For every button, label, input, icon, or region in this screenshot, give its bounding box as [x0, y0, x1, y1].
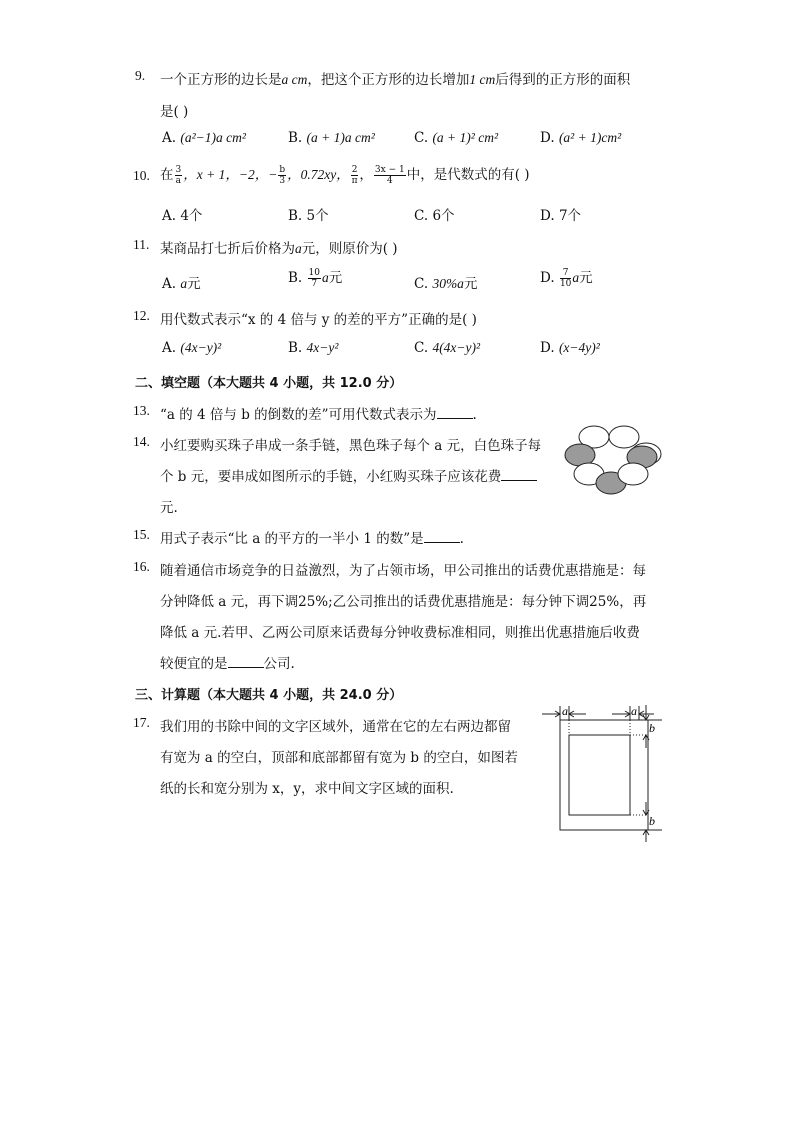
- fraction: [278, 165, 286, 186]
- denominator: 10: [559, 279, 572, 289]
- q9-option-c[interactable]: [414, 130, 498, 146]
- q15-end: .: [459, 531, 464, 547]
- numerator: b: [279, 165, 286, 175]
- option-label: B.: [288, 130, 303, 146]
- q15-stem: [160, 527, 464, 547]
- denominator: a: [175, 176, 182, 186]
- q10-number: 10.: [133, 168, 150, 183]
- option-label: B.: [288, 340, 303, 356]
- fraction: [374, 165, 406, 186]
- option-text: (4x−y)²: [180, 340, 222, 355]
- option-text: 5个: [306, 208, 329, 224]
- fraction: [175, 165, 183, 186]
- label-b-top: b: [649, 721, 655, 735]
- option-text: 7个: [558, 208, 582, 224]
- bead-white: [609, 426, 639, 448]
- q9-number: 9.: [135, 68, 146, 83]
- q14-line2-text: 个 b 元，要串成如图所示的手链，小红购买珠子应该花费: [160, 469, 502, 485]
- outer-page: [560, 720, 648, 830]
- option-unit: 元: [187, 276, 201, 292]
- q11-var: a: [295, 241, 302, 256]
- q10-sep: ，: [359, 167, 373, 183]
- q10-stem: [160, 163, 530, 187]
- q14-line3: 元.: [160, 500, 178, 516]
- answer-blank[interactable]: [424, 530, 460, 543]
- label-b-bottom: b: [649, 814, 655, 828]
- numerator: 3: [175, 165, 182, 175]
- fraction: [308, 268, 321, 289]
- option-label: D.: [540, 208, 555, 224]
- q9-text-3: 后得到的正方形的面积: [495, 72, 631, 88]
- q10-option-b[interactable]: [288, 204, 329, 224]
- q9-option-b[interactable]: [288, 130, 375, 146]
- denominator: π: [351, 176, 358, 186]
- q10-terms: ，x + 1，−2，−: [183, 167, 278, 182]
- q17-line3: 纸的长和宽分别为 x，y，求中间文字区域的面积.: [160, 781, 454, 797]
- option-unit: 元: [328, 270, 343, 286]
- numerator: 10: [308, 268, 320, 278]
- q13-text: “a 的 4 倍与 b 的倒数的差”可用代数式表示为: [160, 407, 437, 423]
- denominator: 7: [311, 279, 318, 289]
- section-heading-calculation: 三、计算题（本大题共 4 小题，共 24.0 分）: [135, 688, 403, 703]
- q11-number: 11.: [133, 237, 150, 252]
- option-label: C.: [414, 276, 429, 292]
- q12-number: 12.: [133, 308, 150, 323]
- q13-end: .: [472, 407, 477, 423]
- q16-line2: 分钟降低 a 元，再下调25%;乙公司推出的话费优惠措施是：每分钟下调25%，再: [160, 594, 647, 610]
- q11-text-2: 元，则原价为( ): [301, 241, 398, 257]
- option-unit: 元: [579, 270, 593, 286]
- q10-option-c[interactable]: [414, 204, 455, 224]
- q11-option-d[interactable]: [540, 266, 593, 290]
- q15-number: 15.: [133, 527, 150, 542]
- q17-line1: 我们用的书除中间的文字区域外，通常在它的左右两边都留: [160, 719, 511, 735]
- page-margin-figure: [538, 702, 668, 844]
- q17-line2: 有宽为 a 的空白，顶部和底部都留有宽为 b 的空白，如图若: [160, 750, 518, 766]
- q10-option-d[interactable]: [540, 204, 581, 224]
- q9-one-cm: 1 cm: [469, 72, 496, 87]
- q16-line4-pre: 较便宜的是: [160, 656, 228, 672]
- option-text: (a²−1)a cm²: [180, 130, 246, 145]
- q10-terms: ，0.72xy，: [287, 167, 350, 182]
- option-text: (a + 1)a cm²: [306, 130, 375, 145]
- q11-option-a[interactable]: [162, 272, 201, 292]
- option-text: 4(4x−y)²: [432, 340, 481, 355]
- numerator: 3x − 1: [374, 165, 405, 175]
- option-var: a: [321, 270, 329, 285]
- answer-blank[interactable]: [228, 655, 264, 668]
- numerator: 2: [351, 165, 358, 175]
- q12-option-d[interactable]: [540, 340, 600, 356]
- q11-option-c[interactable]: [414, 272, 477, 292]
- option-label: D.: [540, 340, 555, 356]
- denominator: 3: [279, 176, 286, 186]
- q9-option-a[interactable]: [162, 130, 246, 146]
- answer-blank[interactable]: [501, 468, 537, 481]
- q17-number: 17.: [133, 715, 150, 730]
- q9-stem: [160, 68, 630, 88]
- answer-blank[interactable]: [437, 406, 473, 419]
- option-text: 4个: [180, 208, 203, 224]
- bead-white: [618, 463, 648, 485]
- q11-stem: [160, 237, 398, 257]
- q9-option-d[interactable]: [540, 130, 621, 146]
- option-label: C.: [414, 208, 429, 224]
- q16-number: 16.: [133, 559, 150, 574]
- q10-text-post: 中，是代数式的有( ): [406, 167, 530, 183]
- option-text: 4x−y²: [306, 340, 339, 355]
- q10-text-pre: 在: [160, 167, 174, 183]
- option-text: 6个: [432, 208, 455, 224]
- bracelet-figure: [560, 422, 664, 496]
- q9-text-2: ，把这个正方形的边长增加: [307, 72, 470, 88]
- section-heading-fill-in: 二、填空题（本大题共 4 小题，共 12.0 分）: [135, 376, 403, 391]
- option-text: (a² + 1)cm²: [558, 130, 622, 145]
- option-text: 30%a: [432, 276, 464, 291]
- q13-number: 13.: [133, 403, 150, 418]
- option-var: a: [572, 270, 580, 285]
- option-label: A.: [162, 130, 177, 146]
- option-label: D.: [540, 130, 555, 146]
- q12-option-c[interactable]: [414, 340, 480, 356]
- q16-line4-post: 公司.: [263, 656, 295, 672]
- q9-text-1: 一个正方形的边长是: [160, 72, 282, 88]
- q16-line4: [160, 652, 295, 672]
- q15-text: 用式子表示“比 a 的平方的一半小 1 的数”是: [160, 531, 424, 547]
- q12-option-b[interactable]: [288, 340, 338, 356]
- option-label: A.: [162, 208, 177, 224]
- q11-text: 某商品打七折后价格为: [160, 241, 295, 257]
- option-label: D.: [540, 270, 555, 286]
- option-unit: 元: [463, 276, 478, 292]
- q9-var-a-cm: a cm: [281, 72, 308, 87]
- q13-stem: [160, 403, 477, 423]
- option-label: A.: [162, 276, 177, 292]
- q11-option-b[interactable]: [288, 266, 342, 290]
- q12-option-a[interactable]: [162, 340, 221, 356]
- numerator: 7: [560, 268, 571, 279]
- option-label: C.: [414, 130, 429, 146]
- q14-line2: [160, 465, 537, 485]
- fraction: [351, 165, 359, 186]
- option-text: (a + 1)² cm²: [432, 130, 498, 145]
- label-a-right: a: [631, 704, 637, 718]
- q16-line1: 随着通信市场竞争的日益激烈，为了占领市场，甲公司推出的话费优惠措施是：每: [160, 563, 646, 579]
- q12-stem: 用代数式表示“x 的 4 倍与 y 的差的平方”正确的是( ): [160, 312, 477, 328]
- q16-line3: 降低 a 元.若甲、乙两公司原来话费每分钟收费标准相同，则推出优惠措施后收费: [160, 625, 640, 641]
- q14-line1: 小红要购买珠子串成一条手链，黑色珠子每个 a 元，白色珠子每: [160, 438, 542, 454]
- option-label: B.: [288, 270, 303, 286]
- option-label: A.: [162, 340, 177, 356]
- option-text: (x−4y)²: [558, 340, 600, 355]
- fraction: [560, 268, 571, 289]
- q10-option-a[interactable]: [162, 204, 202, 224]
- denominator: 4: [386, 176, 393, 186]
- option-label: B.: [288, 208, 303, 224]
- option-var: a: [180, 276, 188, 291]
- option-label: C.: [414, 340, 429, 356]
- q9-stem-line2: 是( ): [160, 104, 189, 120]
- label-a-left: a: [562, 704, 568, 718]
- text-area: [569, 735, 630, 815]
- q14-number: 14.: [133, 434, 150, 449]
